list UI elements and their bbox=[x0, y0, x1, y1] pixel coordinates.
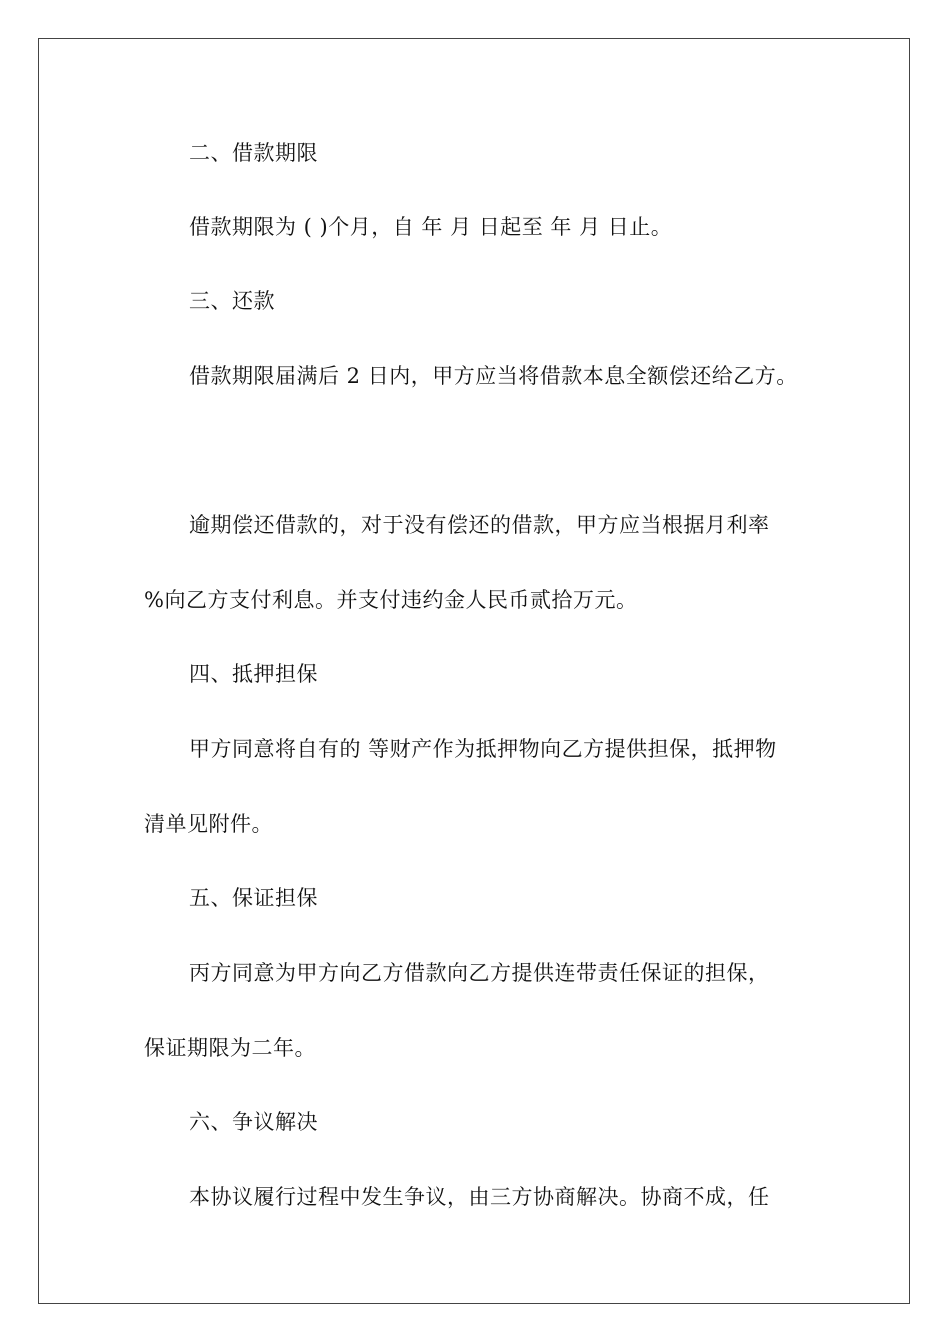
paragraph-overdue-line-2: %向乙方支付利息。并支付违约金人民币贰拾万元。 bbox=[144, 588, 638, 612]
section-heading-dispute: 六、争议解决 bbox=[189, 1110, 318, 1134]
paragraph-guarantee-line-2: 保证期限为二年。 bbox=[144, 1036, 316, 1060]
paragraph-repayment: 借款期限届满后 2 日内，甲方应当将借款本息全额偿还给乙方。 bbox=[189, 364, 798, 388]
paragraph-mortgage-line-2: 清单见附件。 bbox=[144, 812, 273, 836]
section-heading-repayment: 三、还款 bbox=[189, 289, 275, 313]
paragraph-mortgage-line-1: 甲方同意将自有的 等财产作为抵押物向乙方提供担保，抵押物 bbox=[189, 737, 777, 761]
paragraph-guarantee-line-1: 丙方同意为甲方向乙方借款向乙方提供连带责任保证的担保， bbox=[189, 961, 770, 985]
paragraph-dispute-line-1: 本协议履行过程中发生争议，由三方协商解决。协商不成，任 bbox=[189, 1185, 770, 1209]
paragraph-loan-term: 借款期限为 ( )个月，自 年 月 日起至 年 月 日止。 bbox=[189, 215, 673, 239]
section-heading-loan-term: 二、借款期限 bbox=[189, 141, 318, 165]
paragraph-overdue-line-1: 逾期偿还借款的，对于没有偿还的借款，甲方应当根据月利率 bbox=[189, 513, 770, 537]
section-heading-mortgage: 四、抵押担保 bbox=[189, 662, 318, 686]
section-heading-guarantee: 五、保证担保 bbox=[189, 886, 318, 910]
